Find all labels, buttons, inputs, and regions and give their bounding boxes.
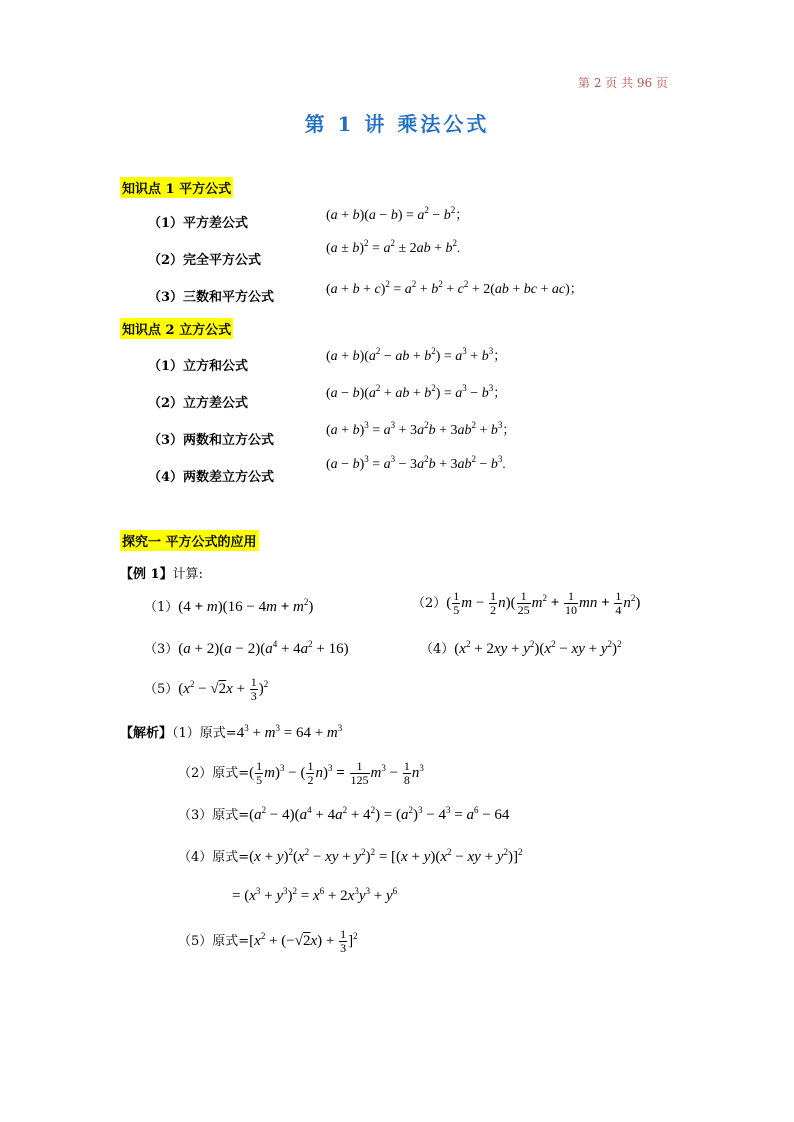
example-item-1 bbox=[144, 596, 313, 616]
item-label: （4） bbox=[420, 642, 455, 657]
item-label: （5）原式= bbox=[178, 933, 250, 949]
section-k1-title: 知识点 1 平方公式 bbox=[120, 177, 233, 198]
item-expression: $(x^2 + 2xy + y^2)(x^2$ − xy + $y^2)^2$ bbox=[454, 639, 622, 657]
formula-tail: ； bbox=[502, 422, 516, 437]
item-label: （2）原式= bbox=[178, 765, 250, 781]
section-explore-title: 探究一 平方公式的应用 bbox=[120, 530, 259, 551]
item-expression: $(a + 2)(a - 2)(a^4 + 4a^2 + 16)$ bbox=[178, 639, 349, 657]
item-label: （1） bbox=[144, 600, 179, 615]
example-item-5 bbox=[144, 676, 268, 703]
item-label: （3）原式= bbox=[178, 808, 250, 823]
item-expression: ($x^2 - √2x$ + $\frac{1}{3}$ )$^2$ bbox=[178, 675, 269, 703]
item-expression: $4^3 + m^3 = 64 + m^3$ bbox=[236, 723, 343, 741]
item-expression: $(a^2 - 4)(a^4 + 4a^2 + 4^2) = (a^2)^3 - 4^3 = a^6 - 64$ bbox=[249, 805, 510, 823]
solution-item-5 bbox=[178, 928, 358, 955]
formula-cube-of-diff: $(a - b)^3 = a^3 - 3a^2b + 3ab^2 - b^3$. bbox=[326, 454, 506, 472]
formula-tail: . bbox=[457, 240, 461, 255]
solution-item-3 bbox=[178, 804, 509, 824]
formula-label-diff-squares: （1）平方差公式 bbox=[148, 216, 249, 231]
section-k2-title: 知识点 2 立方公式 bbox=[120, 318, 233, 339]
formula-tail: ； bbox=[493, 348, 507, 363]
formula-cube-of-sum: $(a + b)^3 = a^3 + 3a^2b + 3ab^2 + b^3$； bbox=[326, 420, 516, 438]
solution-tag: 【解析】 bbox=[120, 726, 173, 741]
example-item-2 bbox=[412, 590, 640, 617]
formula-label-sum-cubes: （1）立方和公式 bbox=[148, 359, 249, 374]
formula-label-cube-of-sum: （3）两数和立方公式 bbox=[148, 433, 275, 448]
item-expression: ( $\frac{1}{5}$ m)$^3$ − ( $\frac{1}{2}$ n)$^3$ = $\frac{1}{125}$ $m^3$ − $\frac{1}{8}$ $n^3$ bbox=[249, 759, 424, 787]
solution-item-1 bbox=[120, 722, 342, 742]
item-expression: $(x + y)^2(x^2$ − xy + $y^2)^2 = [(x + y)(x^2$ − xy + $y^2)]^2$ bbox=[249, 847, 523, 865]
item-expression: ( $\frac{1}{5}$ m − $\frac{1}{2}$ n)( $\frac{1}{25}$ $m^2$ + $\frac{1}{10}$ mn + $\frac{1}{4}$ $n^2$) bbox=[446, 589, 641, 617]
item-expression: $(4 + m)(16 - 4m + m^2)$ bbox=[178, 597, 314, 615]
solution-item-4 bbox=[178, 846, 522, 866]
formula-tail: ； bbox=[455, 207, 469, 222]
example-heading bbox=[120, 563, 203, 582]
item-label: （4）原式= bbox=[178, 850, 250, 865]
example-item-4 bbox=[420, 638, 622, 658]
item-label: （3） bbox=[144, 642, 179, 657]
example-instruction: 计算: bbox=[172, 567, 203, 582]
example-item-3 bbox=[144, 638, 349, 658]
item-label: （2） bbox=[412, 595, 447, 611]
formula-tail: ； bbox=[569, 281, 583, 296]
formula-diff-squares: $(a + b)(a - b) = a^2 - b^2$； bbox=[326, 205, 469, 223]
formula-diff-cubes: $(a - b)(a^2$ + ab + $b^2) = a^3 - b^3$； bbox=[326, 383, 507, 401]
item-label: （5） bbox=[144, 681, 179, 697]
formula-tail: ； bbox=[493, 385, 507, 400]
example-tag: 【例 1】 bbox=[120, 567, 173, 582]
formula-perfect-square: $(a \pm b)^2 = a^2 \pm 2ab + b^2$. bbox=[326, 238, 461, 256]
solution-item-4-continued: = $(x^3 + y^3)^2 = x^6 + 2x^3y^3 + y^6$ bbox=[232, 886, 398, 904]
formula-label-diff-cubes: （2）立方差公式 bbox=[148, 396, 249, 411]
item-expression: [$x^2 + (-√2x)$ + $\frac{1}{3}$ ]$^2$ bbox=[249, 927, 358, 955]
formula-label-perfect-square: （2）完全平方公式 bbox=[148, 253, 262, 268]
formula-three-square: $(a + b + c)^2 = a^2 + b^2 + c^2 + 2(ab$ + bc + ac)； bbox=[326, 279, 583, 297]
solution-item-2 bbox=[178, 760, 424, 787]
item-label: （1）原式= bbox=[172, 726, 237, 741]
formula-tail: . bbox=[502, 456, 506, 471]
page-number: 第 2 页 共 96 页 bbox=[578, 76, 668, 90]
formula-label-cube-of-diff: （4）两数差立方公式 bbox=[148, 470, 275, 485]
formula-sum-cubes: $(a + b)(a^2$ − ab + $b^2) = a^3 + b^3$； bbox=[326, 346, 507, 364]
page-title: 第 1 讲 乘法公式 bbox=[304, 112, 490, 136]
formula-label-three-square: （3）三数和平方公式 bbox=[148, 290, 275, 305]
